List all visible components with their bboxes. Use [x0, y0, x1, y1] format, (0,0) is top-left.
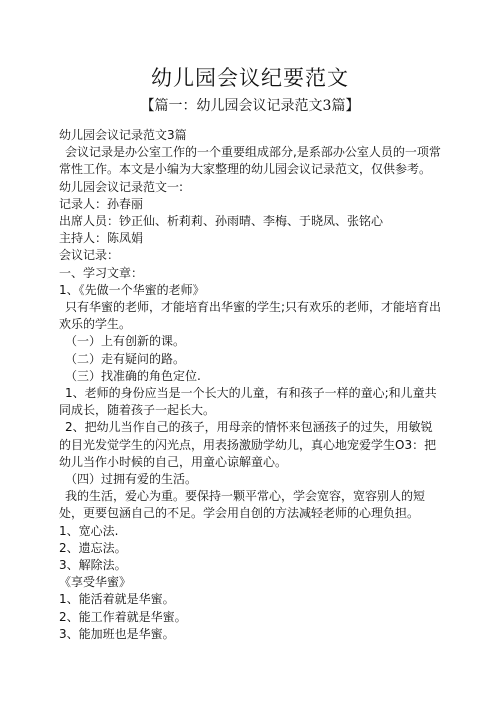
doc-line-point-4: （四）过拥有爱的生活。 — [65, 472, 198, 487]
doc-line-sample-one: 幼儿园会议记录范文一: — [59, 179, 184, 194]
doc-line-enjoy-2: 2、能工作着就是华蜜。 — [59, 609, 187, 624]
doc-line-host: 主持人：陈凤娟 — [59, 231, 144, 246]
doc-paragraph-role-2: 2、把幼儿当作自己的孩子，用母亲的情怀来包涵孩子的过失，用敏锐的目光发觉学生的闪光点，用表扬激励学幼儿，真心地宠爱学生O3：把幼儿当作小时候的自己，用童心谅解童心。 — [59, 420, 437, 469]
doc-paragraph-intro: 会议记录是办公室工作的一个重要组成部分,是系部办公室人员的一项常常性工作。本文是小编为大家整理的幼儿园会议记录范文，仅供参考。 — [59, 145, 441, 177]
document-body — [59, 127, 444, 643]
doc-paragraph-happy-teacher: 只有华蜜的老师，才能培育出华蜜的学生;只有欢乐的老师，才能培育出欢乐的学生。 — [59, 300, 442, 332]
doc-paragraph-role-1: 1、老师的身份应当是一个长大的儿童，有和孩子一样的童心;和儿童共同成长，随着孩子一起长大。 — [59, 386, 437, 418]
doc-line-method-3: 3、解除法。 — [59, 558, 127, 573]
doc-paragraph-life: 我的生活，爱心为重。要保持一颗平常心，学会宽容，宽容别人的短处，更要包涵自己的不足。学会用自创的方法减轻老师的心理负担。 — [59, 489, 426, 521]
doc-line-attendees: 出席人员：钞正仙、析莉莉、孙雨晴、李梅、于晓凤、张铭心 — [59, 214, 384, 229]
doc-line-minutes: 会议记录： — [59, 248, 120, 263]
doc-line-point-1: （一）上有创新的课。 — [65, 334, 186, 349]
doc-line-point-2: （二）走有疑问的路。 — [65, 351, 186, 366]
document-title: 幼儿园会议纪要范文 — [151, 66, 349, 90]
doc-line-article-enjoy: 《享受华蜜》 — [59, 575, 132, 590]
document-subtitle: 【篇一：幼儿园会议记录范文3篇】 — [140, 98, 360, 114]
doc-line-point-3: （三）找准确的角色定位. — [65, 368, 201, 383]
doc-line-heading: 幼儿园会议记录范文3篇 — [59, 128, 187, 142]
doc-line-method-2: 2、遗忘法。 — [59, 540, 127, 555]
doc-line-article-1: 1、《先做一个华蜜的老师》 — [59, 282, 205, 297]
doc-line-enjoy-3: 3、能加班也是华蜜。 — [59, 626, 175, 641]
doc-line-recorder: 记录人：孙春丽 — [59, 196, 144, 211]
doc-line-method-1: 1、宽心法. — [59, 523, 119, 538]
doc-line-study-article: 一、学习文章： — [59, 265, 144, 280]
doc-line-enjoy-1: 1、能活着就是华蜜。 — [59, 592, 175, 607]
